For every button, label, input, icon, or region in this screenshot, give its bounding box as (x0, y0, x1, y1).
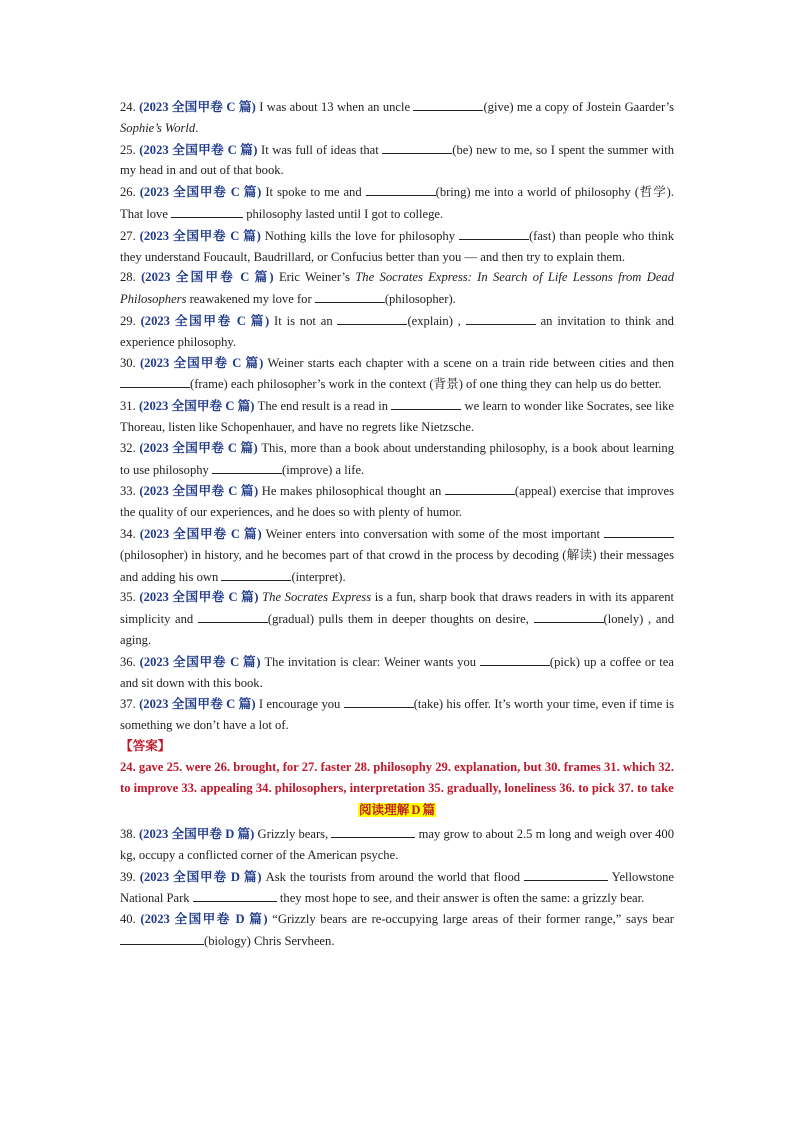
question-source: (2023 全国甲卷 C 篇) (139, 440, 258, 455)
question-number: 30. (120, 355, 136, 370)
answer-blank[interactable] (331, 823, 415, 838)
question-30: 30. (2023 全国甲卷 C 篇) Weiner starts each chapter with a scene on a train ride between cities and then (frame) each philosopher’s work in the context (背景) of one thing they can help us do better. (120, 355, 674, 392)
question-source: (2023 全国甲卷 C 篇) (139, 228, 261, 243)
answer-blank[interactable] (315, 288, 385, 303)
question-26: 26. (2023 全国甲卷 C 篇) It spoke to me and (bring) me into a world of philosophy (哲学). That love philosophy lasted until I got to college. (120, 181, 674, 225)
question-32: 32. (2023 全国甲卷 C 篇) This, more than a book about understanding philosophy, is a book about learning to use philosophy (improve) a life. (120, 440, 675, 477)
question-number: 33. (120, 484, 136, 499)
answer-blank[interactable] (534, 608, 604, 623)
answer-key: 24. gave 25. were 26. brought, for 27. faster 28. philosophy 29. explanation, but 30. frames 31. which 32. to improve 33. appealing 34. philosophers, interpretation 35. gradually, loneliness 36. to pick 37. to take (120, 759, 674, 795)
question-36: 36. (2023 全国甲卷 C 篇) The invitation is clear: Weiner wants you (pick) up a coffee or tea and sit down with this book. (120, 651, 674, 694)
section-title-letter: D (411, 803, 421, 818)
answer-blank[interactable] (120, 373, 190, 388)
question-source: (2023 全国甲卷 C 篇) (139, 142, 258, 157)
question-number: 25. (120, 142, 136, 157)
content-area (120, 96, 674, 952)
question-source: (2023 全国甲卷 C 篇) (139, 185, 262, 200)
question-source: (2023 全国甲卷 D 篇) (140, 912, 268, 927)
question-number: 36. (120, 654, 136, 669)
answer-blank[interactable] (382, 139, 452, 154)
question-37: 37. (2023 全国甲卷 C 篇) I encourage you (take) his offer. It’s worth your time, even if time is something we don’t have a lot of. (120, 693, 674, 736)
answer-blank[interactable] (366, 181, 436, 196)
question-source: (2023 全国甲卷 C 篇) (139, 484, 259, 499)
book-title: Sophie’s World (120, 120, 196, 135)
question-source: (2023 全国甲卷 D 篇) (138, 827, 255, 842)
answer-blank[interactable] (524, 866, 608, 881)
question-number: 38. (120, 827, 136, 842)
question-number: 37. (120, 697, 136, 712)
answer-blank[interactable] (221, 566, 291, 581)
answer-blank[interactable] (445, 480, 515, 495)
question-24: 24. (2023 全国甲卷 C 篇) I was about 13 when an uncle (give) me a copy of Jostein Gaarder’s Sophie’s World. (120, 96, 674, 139)
section-title-prefix: 阅读理解 (358, 803, 410, 818)
answer-blank[interactable] (120, 930, 204, 945)
answer-blank[interactable] (344, 693, 414, 708)
book-title: The Socrates Express (262, 590, 372, 605)
question-number: 24. (120, 100, 136, 114)
question-35: 35. (2023 全国甲卷 C 篇) The Socrates Express is a fun, sharp book that draws readers in with its apparent simplicity and (gradual) pulls them in deeper thoughts on desire, (lonely) , and aging. (120, 590, 675, 647)
question-source: (2023 全国甲卷 C 篇) (139, 654, 261, 669)
answer-blank[interactable] (212, 459, 282, 474)
question-source: (2023 全国甲卷 C 篇) (138, 399, 255, 414)
answer-blank[interactable] (480, 651, 550, 666)
question-source: (2023 全国甲卷 C 篇) (141, 270, 274, 285)
question-number: 32. (120, 440, 136, 455)
answer-label: 【答案】 (120, 738, 171, 753)
answer-blank[interactable] (604, 523, 674, 538)
answer-blank[interactable] (337, 310, 407, 325)
question-number: 28. (120, 270, 136, 285)
answer-blank[interactable] (459, 225, 529, 240)
section-title (120, 800, 674, 821)
answer-blank[interactable] (193, 887, 277, 902)
question-34: 34. (2023 全国甲卷 C 篇) Weiner enters into conversation with some of the most important (philosopher) in history, and he becomes part of that crowd in the process by decoding (解读) their messages and adding his own (interpret). (120, 523, 674, 587)
answer-blank[interactable] (391, 395, 461, 410)
question-source: (2023 全国甲卷 C 篇) (139, 590, 259, 605)
question-31: 31. (2023 全国甲卷 C 篇) The end result is a read in we learn to wonder like Socrates, see like Thoreau, listen like Schopenhauer, and have no regrets like Nietzsche. (120, 395, 674, 438)
question-source: (2023 全国甲卷 C 篇) (139, 355, 264, 370)
question-25: 25. (2023 全国甲卷 C 篇) It was full of ideas that (be) new to me, so I spent the summer with my head in and out of that book. (120, 139, 674, 182)
question-number: 40. (120, 912, 136, 927)
question-source: (2023 全国甲卷 C 篇) (139, 526, 262, 541)
answer-blank[interactable] (171, 203, 243, 218)
question-source: (2023 全国甲卷 C 篇) (139, 697, 256, 712)
question-33: 33. (2023 全国甲卷 C 篇) He makes philosophical thought an (appeal) exercise that improves the quality of our experiences, and he does so with plenty of humor. (120, 480, 674, 523)
question-40: 40. (2023 全国甲卷 D 篇) “Grizzly bears are re-occupying large areas of their former range,” says bear (biology) Chris Servheen. (120, 912, 675, 949)
answer-blank[interactable] (413, 96, 483, 111)
question-number: 34. (120, 526, 136, 541)
answer-blank[interactable] (466, 310, 536, 325)
question-27: 27. (2023 全国甲卷 C 篇) Nothing kills the love for philosophy (fast) than people who think they understand Foucault, Baudrillard, or Confucius better than you — and then try to explain them. (120, 225, 674, 268)
question-number: 35. (120, 590, 136, 605)
question-number: 29. (120, 313, 136, 328)
book-title: The Socrates Express: In Search of Life Lessons from Dead Philosophers (120, 270, 675, 307)
question-number: 26. (120, 185, 136, 200)
question-source: (2023 全国甲卷 C 篇) (140, 313, 270, 328)
answer-blank[interactable] (198, 608, 268, 623)
question-29: 29. (2023 全国甲卷 C 篇) It is not an (explain) , an invitation to think and experience philosophy. (120, 310, 674, 353)
question-39: 39. (2023 全国甲卷 D 篇) Ask the tourists from around the world that flood Yellowstone National Park they most hope to see, and their answer is often the same: a grizzly bear. (120, 866, 674, 910)
question-number: 39. (120, 869, 136, 884)
question-source: (2023 全国甲卷 D 篇) (139, 869, 262, 884)
question-38: 38. (2023 全国甲卷 D 篇) Grizzly bears, may grow to about 2.5 m long and weigh over 400 kg, occupy a conflicted corner of the American psyche. (120, 823, 674, 866)
question-number: 31. (120, 399, 136, 414)
question-source: (2023 全国甲卷 C 篇) (139, 100, 256, 114)
section-title-suffix: 篇 (422, 803, 436, 818)
question-28: 28. (2023 全国甲卷 C 篇) Eric Weiner’s The Socrates Express: In Search of Life Lessons from Dead Philosophers reawakened my love for (philosopher). (120, 270, 675, 307)
question-number: 27. (120, 228, 136, 243)
